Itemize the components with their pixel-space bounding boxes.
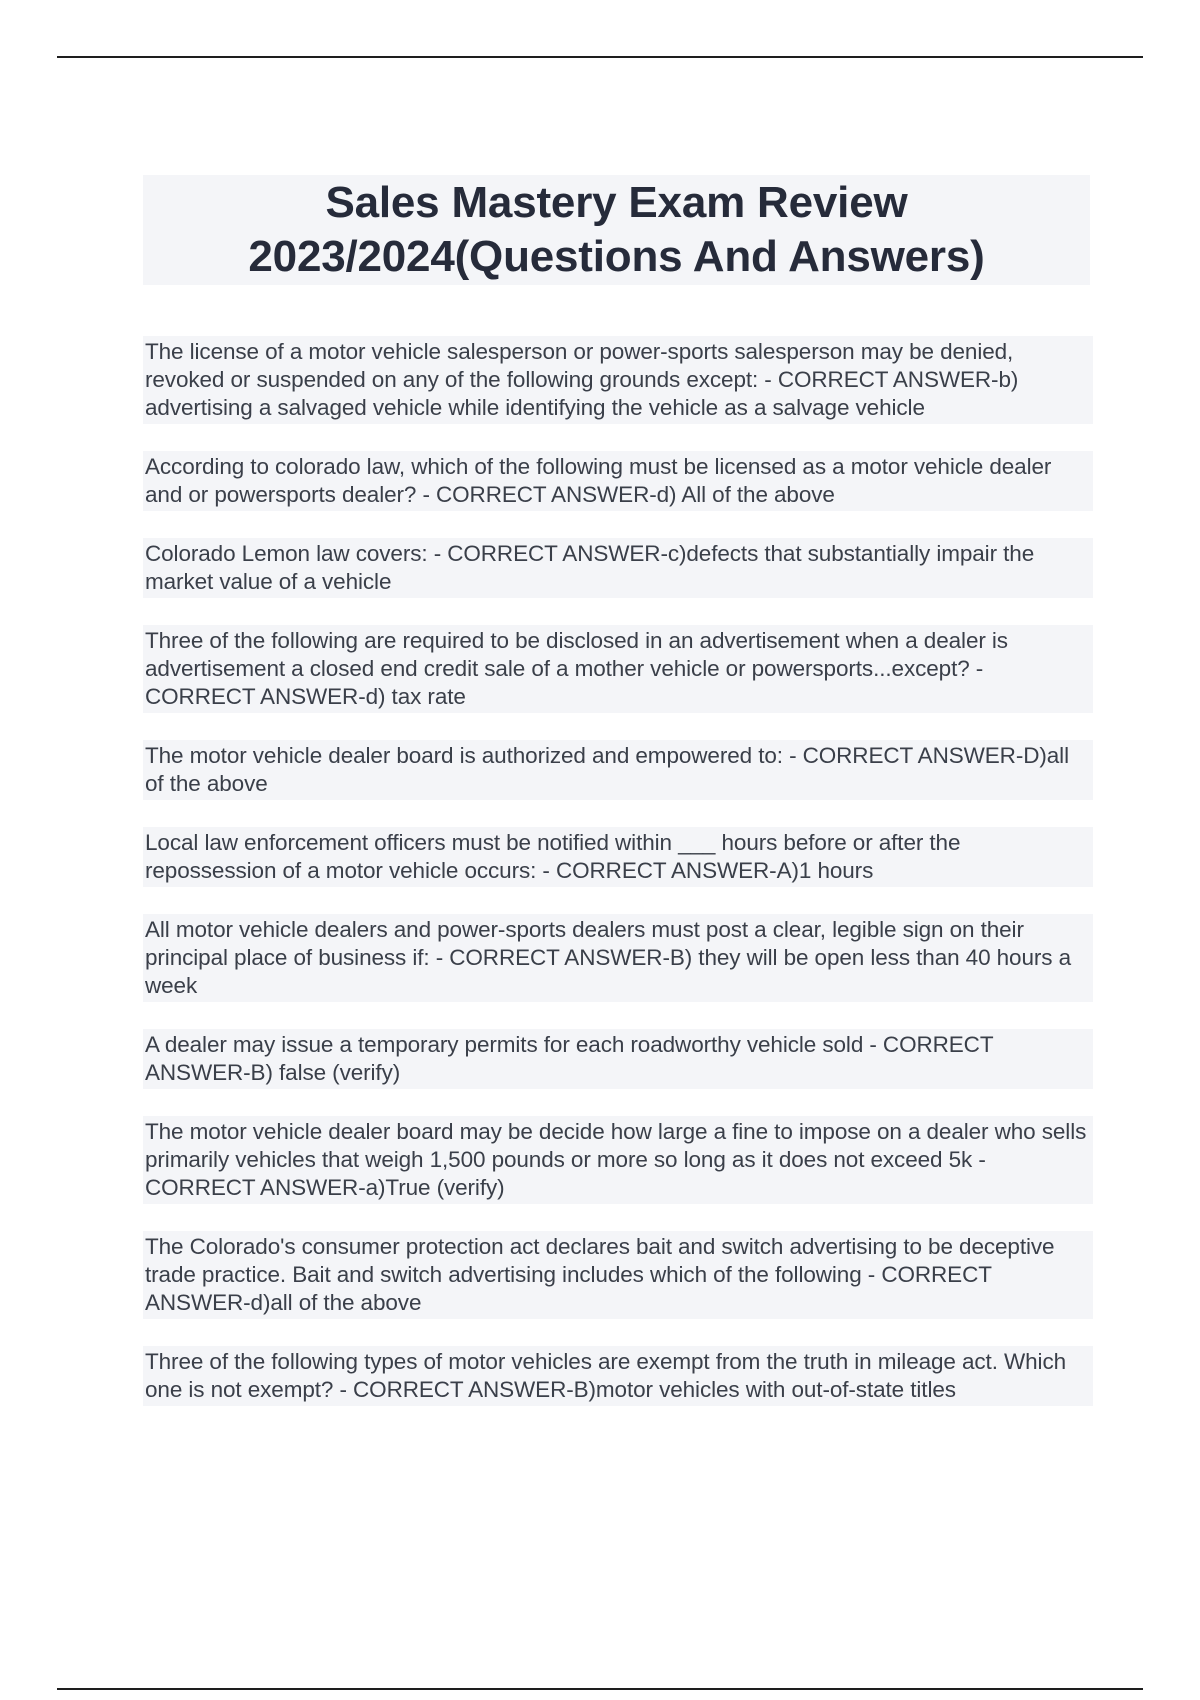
qa-item: Three of the following types of motor vehicles are exempt from the truth in mileage act. Which one is not exempt? - CORRECT ANSWER-B)motor vehicles with out-of-state titles [143, 1346, 1093, 1406]
bottom-divider [57, 1688, 1143, 1690]
title-line-2: 2023/2024(Questions And Answers) [248, 232, 985, 281]
qa-item: Local law enforcement officers must be notified within ___ hours before or after the repossession of a motor vehicle occurs: - CORRECT ANSWER-A)1 hours [143, 827, 1093, 887]
qa-item: According to colorado law, which of the following must be licensed as a motor vehicle dealer and or powersports dealer? - CORRECT ANSWER-d) All of the above [143, 451, 1093, 511]
title-line-1: Sales Mastery Exam Review [325, 178, 908, 227]
top-divider [57, 56, 1143, 58]
qa-item: Colorado Lemon law covers: - CORRECT ANSWER-c)defects that substantially impair the market value of a vehicle [143, 538, 1093, 598]
qa-item: The Colorado's consumer protection act declares bait and switch advertising to be deceptive trade practice. Bait and switch advertising includes which of the following - CORRECT ANSWER-d)all of the above [143, 1231, 1093, 1319]
qa-item: The motor vehicle dealer board is authorized and empowered to: - CORRECT ANSWER-D)all of the above [143, 740, 1093, 800]
qa-item: Three of the following are required to be disclosed in an advertisement when a dealer is advertisement a closed end credit sale of a mother vehicle or powersports...except? - CORRECT ANSWER-d) tax rate [143, 625, 1093, 713]
qa-item: A dealer may issue a temporary permits for each roadworthy vehicle sold - CORRECT ANSWER-B) false (verify) [143, 1029, 1093, 1089]
qa-item: The motor vehicle dealer board may be decide how large a fine to impose on a dealer who sells primarily vehicles that weigh 1,500 pounds or more so long as it does not exceed 5k - CORRECT ANSWER-a)True (verify) [143, 1116, 1093, 1204]
title-banner [143, 175, 1090, 285]
qa-item: All motor vehicle dealers and power-sports dealers must post a clear, legible sign on their principal place of business if: - CORRECT ANSWER-B) they will be open less than 40 hours a week [143, 914, 1093, 1002]
qa-item: The license of a motor vehicle salesperson or power-sports salesperson may be denied, revoked or suspended on any of the following grounds except: - CORRECT ANSWER-b) advertising a salvaged vehicle while identifying the vehicle as a salvage vehicle [143, 336, 1093, 424]
document-title [248, 176, 984, 284]
qa-list [143, 336, 1093, 1433]
